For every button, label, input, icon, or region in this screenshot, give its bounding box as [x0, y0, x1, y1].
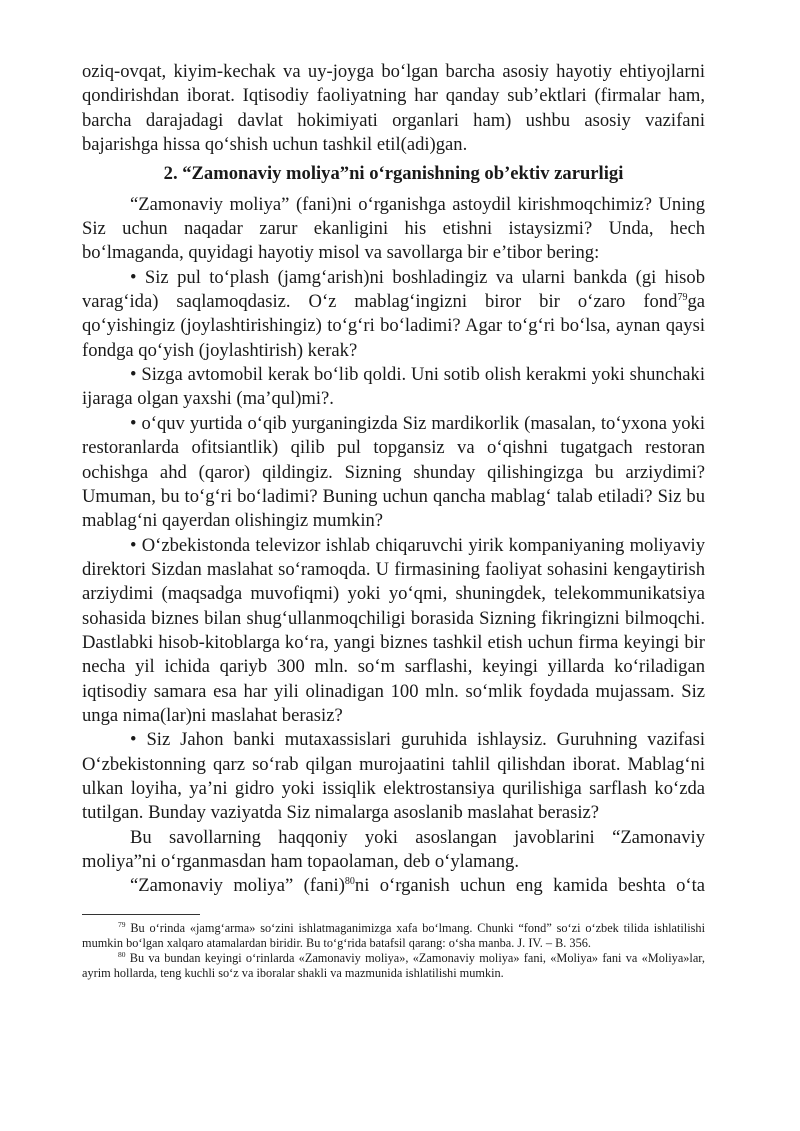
footnote-ref-79: 79 [677, 291, 688, 303]
footnote-separator [82, 914, 200, 915]
paragraph-7: • Siz Jahon banki mutaxassislari guruhida ishlaysiz. Guruhning vazifasi O‘zbekistonning qarz so‘rab qilgan murojaatini tahlil qilishdan iborat. Mablag‘ni ulkan loyiha, ya’ni gidro yoki issiqlik elektrostansiya qurilishiga sarflash ko‘zda tutilgan. Bunday vaziyatda Siz nimalarga asoslanib maslahat berasiz? [82, 729, 705, 824]
footnote-80-number: 80 [118, 949, 126, 959]
paragraph-9 [82, 874, 705, 898]
footnote-80 [82, 951, 705, 981]
paragraph-1: oziq-ovqat, kiyim-kechak va uy-joyga bo‘lgan barcha asosiy hayotiy ehtiyojlarni qondirishdan iborat. Iqtisodiy faoliyatning har qanday sub’ektlari (firmalar ham, barcha darajadagi davlat hokimiyati organlari ham) ushbu asosiy vazifani bajarishga hissa qo‘shish uchun tashkil etil(adi)gan. [82, 61, 705, 156]
paragraph-9-part-b: ni o‘rganish uchun eng kamida beshta o‘ta [354, 875, 706, 897]
footnote-ref-80: 80 [344, 876, 355, 888]
paragraph-2: “Zamonaviy moliya” (fani)ni o‘rganishga astoydil kirishmoqchimiz? Uning Siz uchun naqadar zarur ekanligini his etishni istaysizmi? Unda, hech bo‘lmaganda, quyidagi hayotiy misol va savollarga bir e’tibor bering: [82, 193, 705, 264]
paragraph-4: • Sizga avtomobil kerak bo‘lib qoldi. Uni sotib olish kerakmi yoki shunchaki ijaraga olgan yaxshi (ma’qul)mi?. [82, 364, 705, 410]
footnote-79-number: 79 [118, 919, 126, 929]
document-page [82, 60, 705, 981]
section-heading: 2. “Zamonaviy moliya”ni o‘rganishning ob’ektiv zarurligi [163, 163, 624, 185]
footnote-80-text: Bu va bundan keyingi o‘rinlarda «Zamonaviy moliya», «Zamonaviy moliya» fani, «Moliya» fani va «Moliya»lar, ayrim hollarda, teng kuchli so‘z va iboralar shakli va mazmunida ishlatilishi mumkin. [82, 950, 705, 980]
paragraph-3-part-b: ga qo‘yishingiz (joylashtirishingiz) to‘g‘ri bo‘ladimi? Agar to‘g‘ri bo‘lsa, aynan qaysi fondga qo‘yish (joylashtirish) kerak? [82, 291, 705, 361]
paragraph-5: • o‘quv yurtida o‘qib yurganingizda Siz mardikorlik (masalan, to‘yxona yoki restoranlarda ofitsiantlik) qilib pul topgansiz va o‘qishni tugatgach restoran ochishga ahd (qaror) qildingiz. Sizning shunday qilishingizga bu arziydimi? Umuman, bu to‘g‘ri bo‘ladimi? Buning uchun qancha mablag‘ talab etiladi? Siz bu mablag‘ni qayerdan olishingiz mumkin? [82, 412, 705, 532]
paragraph-6: • O‘zbekistonda televizor ishlab chiqaruvchi yirik kompaniyaning moliyaviy direktori Sizdan maslahat so‘ramoqda. U firmasining faoliyat sohasini kengaytirish arziydimi (maqsadga muvofiqmi) yoki yo‘qmi, shuningdek, telekommunikatsiya sohasida biznes bilan shug‘ullanmoqchiligi borasida Sizning fikringizni bilmoqchi. Dastlabki hisob-kitoblarga ko‘ra, yangi biznes tashkil etish uchun firma keyingi bir necha yil ichida qariyb 300 mln. so‘m sarflashi, keyingi yillarda ko‘riladigan iqtisodiy samara esa har yili olinadigan 100 mln. so‘mlik foydada mujassam. Siz unga nima(lar)ni maslahat berasiz? [82, 534, 705, 726]
paragraph-8: Bu savollarning haqqoniy yoki asoslangan javoblarini “Zamonaviy moliya”ni o‘rganmasdan ham topaolaman, deb o‘ylamang. [82, 826, 705, 872]
footnote-79-text: Bu o‘rinda «jamg‘arma» so‘zini ishlatmaganimizga xafa bo‘lmang. Chunki “fond” so‘zi o‘zbek tilida ishlatilishi mumkin bo‘lgan xalqaro atamalardan biridir. Bu to‘g‘rida batafsil qarang: o‘sha manba. J. IV. – B. 356. [82, 920, 705, 950]
paragraph-3 [82, 266, 705, 363]
paragraph-9-part-a: “Zamonaviy moliya” (fani) [130, 875, 345, 897]
footnote-79 [82, 921, 705, 951]
paragraph-3-part-a: • Siz pul to‘plash (jamg‘arish)ni boshladingiz va ularni bankda (gi hisob varag‘ida) saqlamoqdasiz. O‘z mablag‘ingizni biror bir o‘zaro fond [82, 266, 705, 313]
